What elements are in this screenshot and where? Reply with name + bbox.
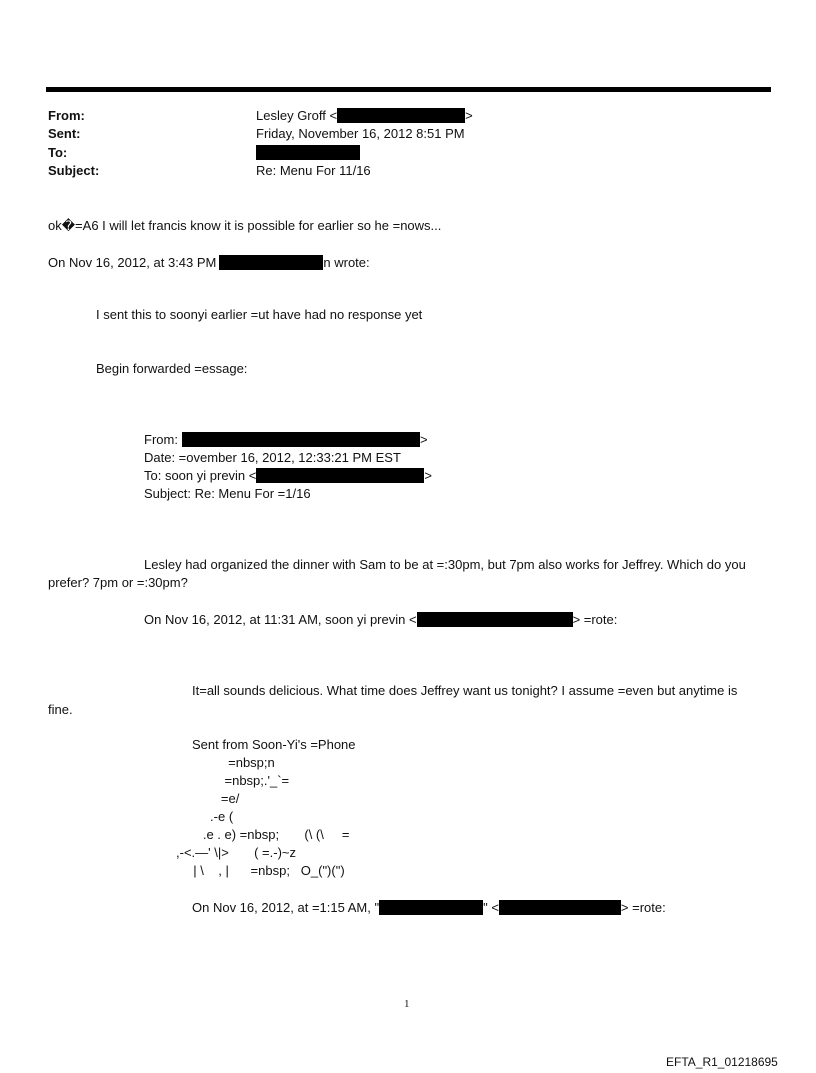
to-label: To: [48, 145, 68, 160]
fwd-to-close: > [424, 468, 432, 483]
quote-mid: " < [483, 900, 499, 915]
redaction-box [417, 612, 573, 627]
from-close: > [465, 108, 473, 123]
reply-line: ok�=A6 I will let francis know it is possible for earlier so he =nows... [48, 218, 442, 233]
subject-value: Re: Menu For 11/16 [256, 163, 371, 178]
quote-prefix: On Nov 16, 2012, at =1:15 AM, " [192, 900, 380, 915]
ascii-art-line: =nbsp;n [192, 755, 275, 770]
ascii-art-line: =e/ [192, 791, 240, 806]
quote-suffix: > =rote: [620, 900, 666, 915]
redaction-box [182, 432, 420, 447]
redaction-box [219, 255, 323, 270]
fwd-from-close: > [419, 432, 428, 447]
redaction-box [499, 900, 621, 915]
from-value [256, 108, 473, 124]
document-id: EFTA_R1_01218695 [666, 1055, 778, 1069]
from-label: From: [48, 108, 85, 123]
fwd-to-prefix: To: soon yi previn < [144, 468, 257, 483]
fwd-subject-line: Subject: Re: Menu For =1/16 [144, 486, 311, 501]
quote-prefix: On Nov 16, 2012, at 11:31 AM, soon yi previn < [144, 612, 417, 627]
ascii-art-line: | \ , | =nbsp; O_(")(") [186, 863, 345, 878]
redaction-box [256, 468, 424, 483]
ascii-art-line: .e . e) =nbsp; (\ (\ = [192, 827, 350, 842]
soonyi-line-1: It=all sounds delicious. What time does Jeffrey want us tonight? I assume =even but anytime is [192, 683, 738, 698]
ascii-art-line: ,-<.—' \|> ( =.-)~z [176, 845, 296, 860]
signature-line: Sent from Soon-Yi's =Phone [192, 737, 356, 752]
redaction-box [337, 108, 465, 123]
from-name: Lesley Groff < [256, 108, 338, 123]
quote-prefix: On Nov 16, 2012, at 3:43 PM [48, 255, 217, 270]
fwd-from-label: From: [144, 432, 178, 447]
quote-header-3 [192, 900, 666, 916]
fwd-date-line: Date: =ovember 16, 2012, 12:33:21 PM EST [144, 450, 401, 465]
quote-header-1 [48, 255, 370, 271]
header-rule [46, 87, 771, 92]
sent-label: Sent: [48, 126, 81, 141]
sent-soonyi-line: I sent this to soonyi earlier =ut have had no response yet [96, 307, 423, 322]
ascii-art-line: =nbsp;.'_`= [192, 773, 290, 788]
soonyi-line-2: fine. [48, 702, 73, 717]
quote-suffix: > =rote: [572, 612, 618, 627]
sent-value: Friday, November 16, 2012 8:51 PM [256, 126, 465, 141]
quote-suffix: n wrote: [323, 255, 370, 270]
lesley-line-1: Lesley had organized the dinner with Sam to be at =:30pm, but 7pm also works for Jeffrey. Which do you [144, 557, 746, 572]
fwd-to-line [144, 468, 432, 484]
to-value [256, 145, 360, 161]
ascii-art-line: .-e ( [192, 809, 234, 824]
fwd-from-line [144, 432, 428, 448]
redaction-box [256, 145, 360, 160]
page-number: 1 [404, 998, 410, 1010]
lesley-line-2: prefer? 7pm or =:30pm? [48, 575, 188, 590]
redaction-box [379, 900, 483, 915]
quote-header-2 [144, 612, 617, 628]
begin-forwarded-line: Begin forwarded =essage: [96, 361, 248, 376]
subject-label: Subject: [48, 163, 100, 178]
